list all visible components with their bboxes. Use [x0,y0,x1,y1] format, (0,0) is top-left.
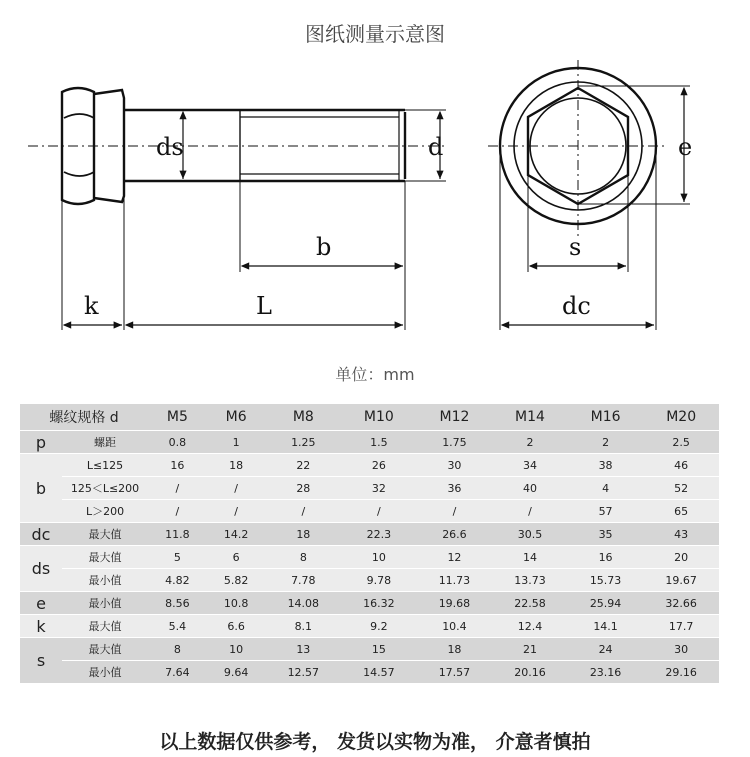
table-cell: 14.08 [266,592,342,615]
table-cell: 1.25 [266,431,342,454]
table-cell: 14 [492,546,568,569]
table-cell: 40 [492,477,568,500]
table-row [20,638,719,661]
size-header: M10 [341,404,417,431]
size-header: M6 [207,404,266,431]
table-cell: 25.94 [568,592,644,615]
table-row [20,592,719,615]
table-cell: 12.57 [266,661,342,684]
table-cell: 14.1 [568,615,644,638]
end-view [488,60,693,330]
table-cell: 8.56 [148,592,207,615]
table-cell: 18 [266,523,342,546]
table-row [20,477,719,500]
table-cell: 13 [266,638,342,661]
size-header: M5 [148,404,207,431]
table-cell: 10 [207,638,266,661]
table-cell: 1.5 [341,431,417,454]
table-cell: 2.5 [643,431,719,454]
table-row [20,523,719,546]
table-cell: / [207,500,266,523]
table-cell: 17.7 [643,615,719,638]
header-label: 螺纹规格 d [20,404,148,431]
table-cell: 11.73 [417,569,493,592]
table-row [20,615,719,638]
table-cell: 4 [568,477,644,500]
table-cell: 28 [266,477,342,500]
row-sub-label: L＞200 [62,500,148,523]
table-cell: 36 [417,477,493,500]
table-cell: 16 [148,454,207,477]
table-cell: 16 [568,546,644,569]
table-cell: 35 [568,523,644,546]
table-cell: 5.4 [148,615,207,638]
table-cell: 29.16 [643,661,719,684]
table-cell: 6 [207,546,266,569]
table-cell: 20 [643,546,719,569]
table-cell: 7.78 [266,569,342,592]
s-label: s [569,233,582,261]
row-symbol: dc [20,523,62,546]
table-cell: 30 [417,454,493,477]
ds-label: ds [156,133,184,161]
row-symbol: e [20,592,62,615]
table-cell: 4.82 [148,569,207,592]
table-cell: 34 [492,454,568,477]
table-cell: 5.82 [207,569,266,592]
table-cell: 15 [341,638,417,661]
table-cell: / [266,500,342,523]
table-cell: 6.6 [207,615,266,638]
row-sub-label: 最小值 [62,592,148,615]
table-cell: 12.4 [492,615,568,638]
table-cell: 10 [341,546,417,569]
row-symbol: k [20,615,62,638]
table-cell: 1 [207,431,266,454]
table-row [20,500,719,523]
table-row [20,661,719,684]
table-cell: 22 [266,454,342,477]
row-sub-label: 最大值 [62,615,148,638]
table-row [20,569,719,592]
table-cell: 19.67 [643,569,719,592]
table-cell: 21 [492,638,568,661]
table-cell: / [207,477,266,500]
k-label: k [84,292,99,320]
size-header: M8 [266,404,342,431]
table-cell: 8 [266,546,342,569]
table-cell: / [341,500,417,523]
table-cell: 18 [417,638,493,661]
table-cell: 57 [568,500,644,523]
table-cell: 9.2 [341,615,417,638]
table-cell: 2 [568,431,644,454]
table-cell: 18 [207,454,266,477]
table-cell: 22.58 [492,592,568,615]
table-cell: 9.78 [341,569,417,592]
row-sub-label: 螺距 [62,431,148,454]
dc-label: dc [562,292,591,320]
table-cell: 8 [148,638,207,661]
table-cell: 11.8 [148,523,207,546]
table-cell: 15.73 [568,569,644,592]
table-cell: 38 [568,454,644,477]
table-cell: 20.16 [492,661,568,684]
table-cell: 5 [148,546,207,569]
table-cell: 13.73 [492,569,568,592]
row-sub-label: 最小值 [62,569,148,592]
row-symbol: ds [20,546,62,592]
row-sub-label: 125＜L≤200 [62,477,148,500]
table-cell: 46 [643,454,719,477]
size-header: M12 [417,404,493,431]
table-row [20,431,719,454]
table-cell: 52 [643,477,719,500]
table-cell: 24 [568,638,644,661]
table-row [20,546,719,569]
table-cell: / [148,477,207,500]
e-label: e [678,133,693,161]
table-cell: 14.2 [207,523,266,546]
table-cell: 0.8 [148,431,207,454]
table-cell: 2 [492,431,568,454]
table-cell: 22.3 [341,523,417,546]
row-symbol: b [20,454,62,523]
table-cell: / [492,500,568,523]
footer-note: 以上数据仅供参考， 发货以实物为准， 介意者慎拍 [159,731,591,753]
size-header: M20 [643,404,719,431]
table-cell: 32.66 [643,592,719,615]
row-sub-label: 最大值 [62,638,148,661]
table-cell: 9.64 [207,661,266,684]
table-cell: 1.75 [417,431,493,454]
table-cell: 23.16 [568,661,644,684]
row-sub-label: L≤125 [62,454,148,477]
table-cell: 30 [643,638,719,661]
table-cell: 19.68 [417,592,493,615]
table-cell: 30.5 [492,523,568,546]
table-cell: 14.57 [341,661,417,684]
table-cell: 65 [643,500,719,523]
L-label: L [256,292,272,320]
table-cell: 8.1 [266,615,342,638]
table-cell: 32 [341,477,417,500]
row-symbol: p [20,431,62,454]
spec-table [20,404,719,684]
row-sub-label: 最大值 [62,523,148,546]
table-cell: 43 [643,523,719,546]
row-sub-label: 最小值 [62,661,148,684]
table-body [20,431,719,684]
table-cell: / [417,500,493,523]
size-header: M14 [492,404,568,431]
unit-label: 单位：mm [335,365,415,384]
table-cell: 26.6 [417,523,493,546]
table-cell: / [148,500,207,523]
d-label: d [428,133,444,161]
size-header: M16 [568,404,644,431]
table-row [20,454,719,477]
row-sub-label: 最大值 [62,546,148,569]
bolt-diagram [0,0,750,340]
table-cell: 10.4 [417,615,493,638]
table-cell: 7.64 [148,661,207,684]
b-label: b [316,233,332,261]
table-cell: 10.8 [207,592,266,615]
row-symbol: s [20,638,62,684]
table-cell: 16.32 [341,592,417,615]
table-cell: 17.57 [417,661,493,684]
page-title: 图纸测量示意图 [305,22,445,46]
table-cell: 26 [341,454,417,477]
table-header-row [20,404,719,431]
table-cell: 12 [417,546,493,569]
